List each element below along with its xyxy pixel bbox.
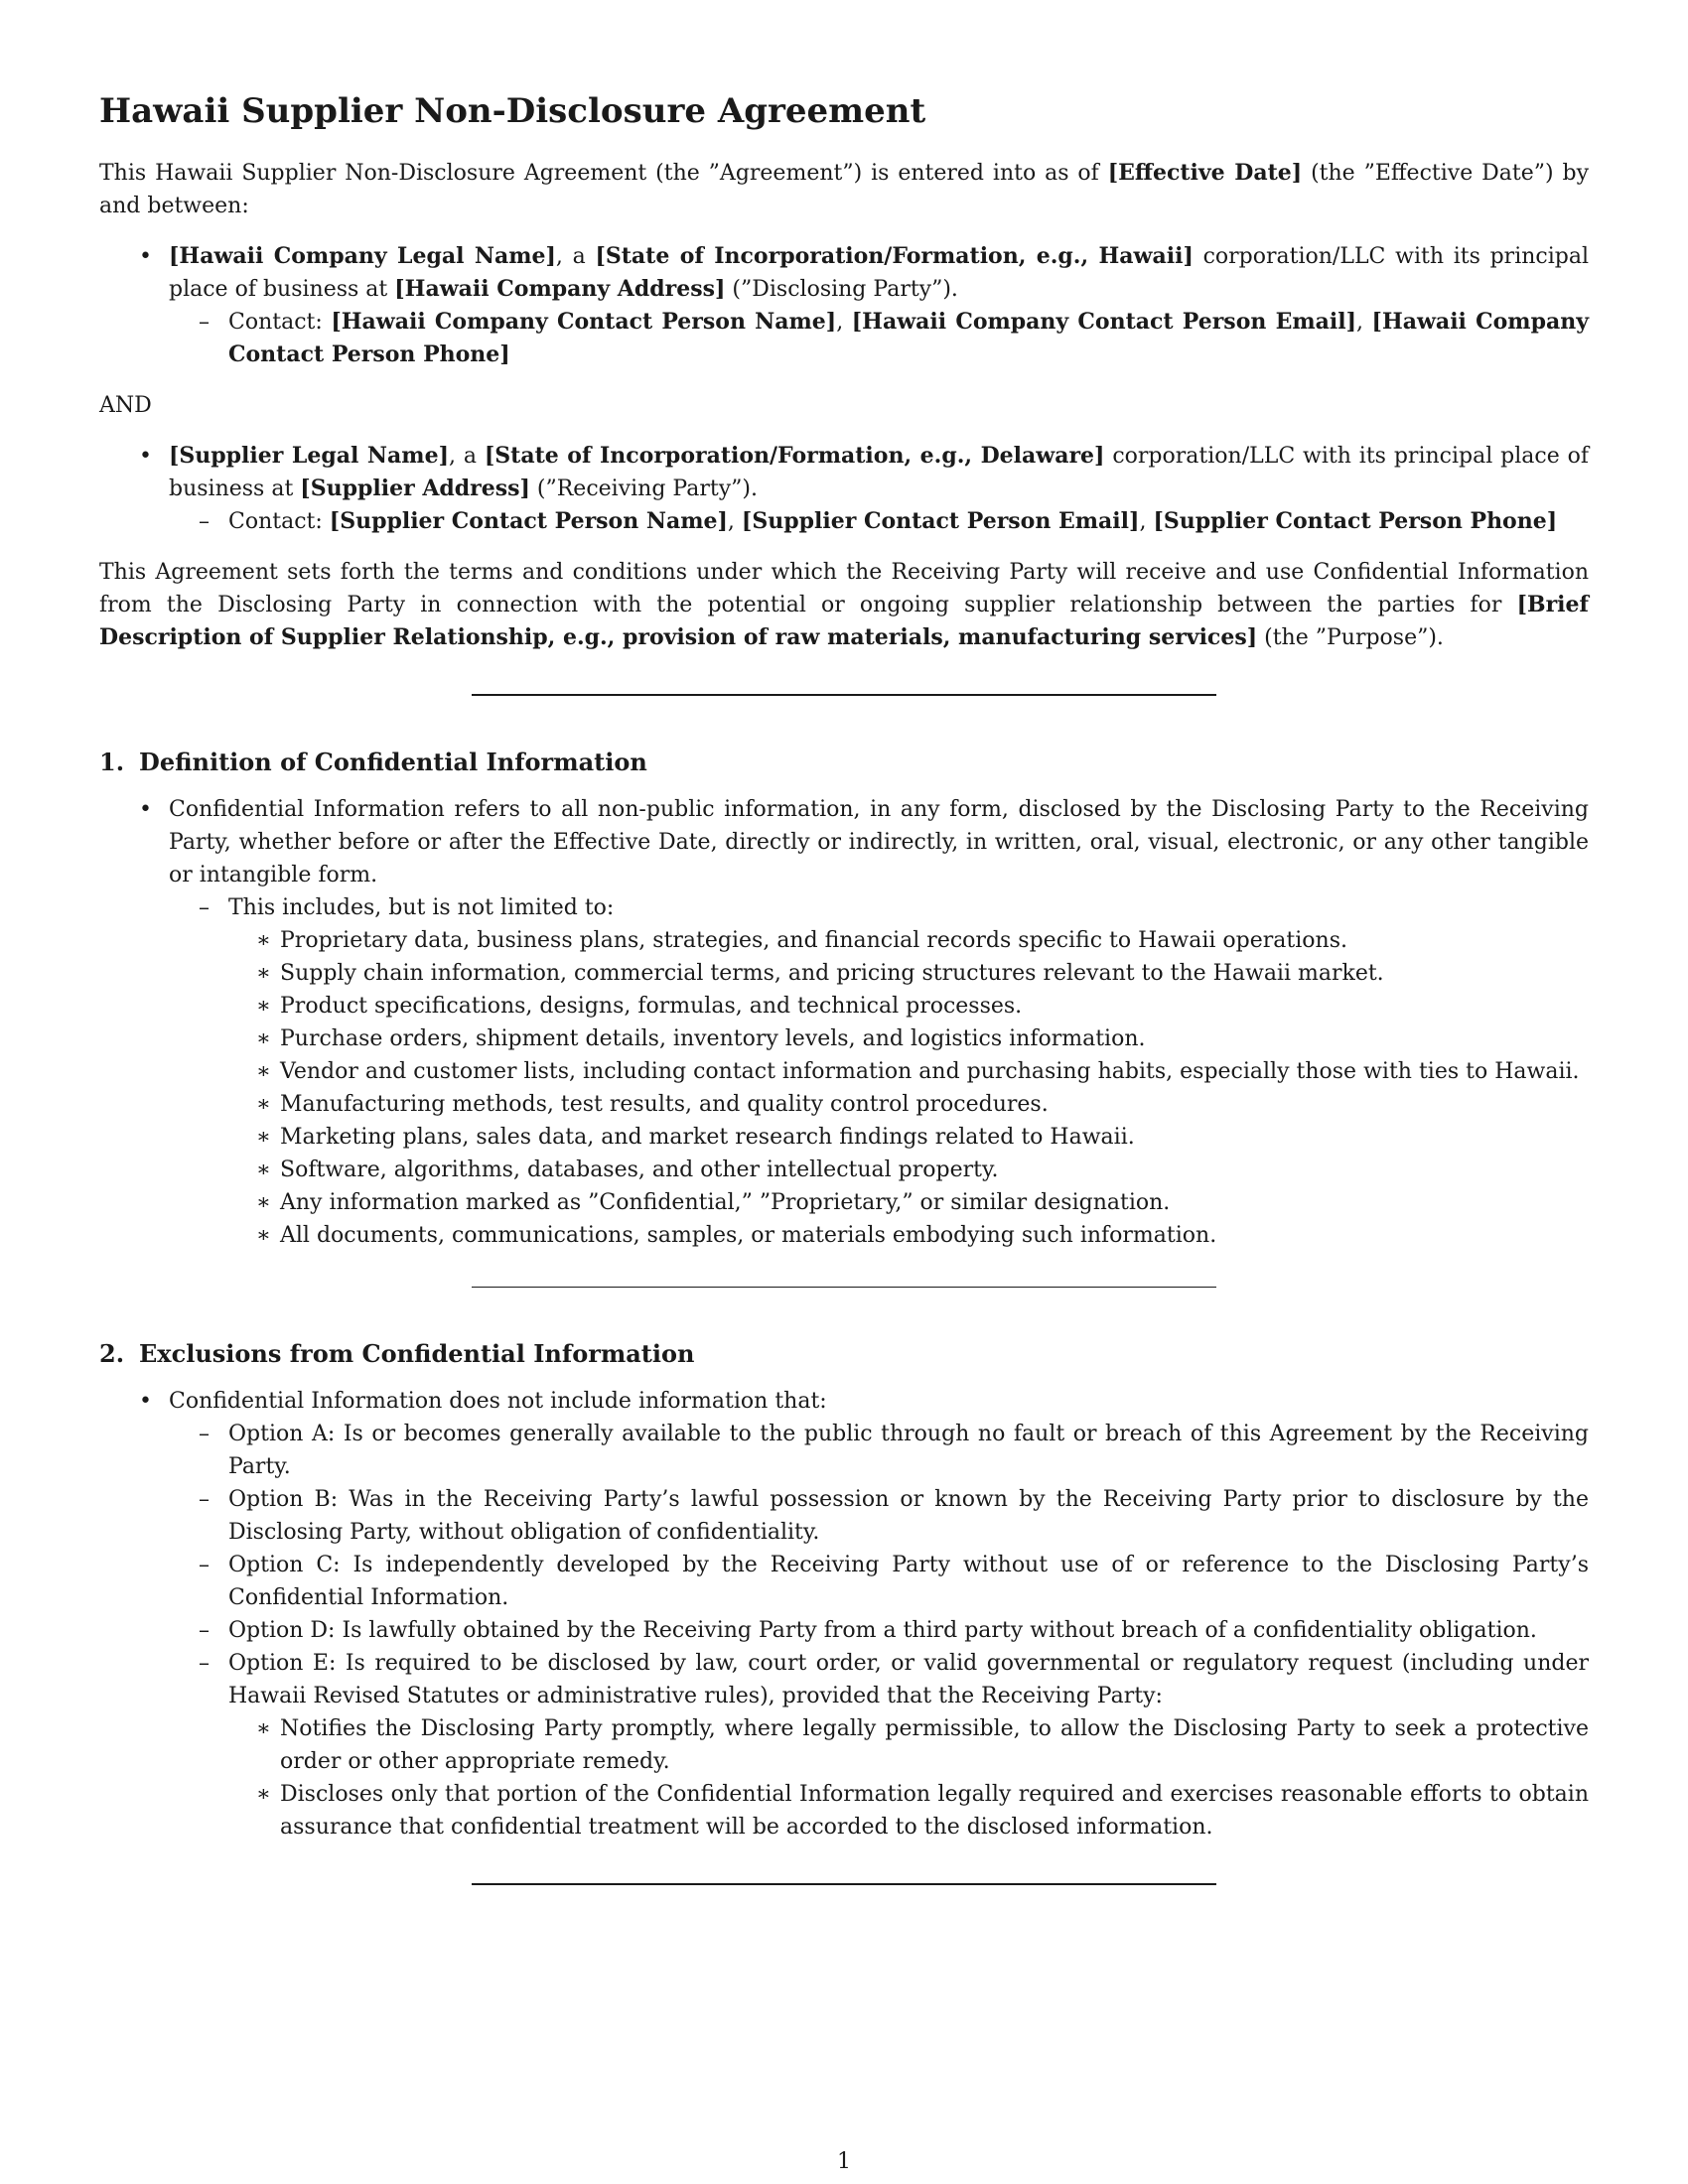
- list-item: ∗ Notifies the Disclosing Party promptly, where legally permissible, to allow the Disclosing Party to seek a protective order or other appropriate remedy.: [228, 1712, 1589, 1778]
- list-item: ∗ Any information marked as ”Confidential,” ”Proprietary,” or similar designation.: [228, 1186, 1589, 1219]
- document-title: Hawaii Supplier Non-Disclosure Agreement: [99, 91, 926, 131]
- party1-legal-name: [Hawaii Company Legal Name]: [169, 243, 556, 269]
- section1-includes: – This includes, but is not limited to: ∗ Proprietary data, business plans, strategies, and financial records specific to Hawaii operations. ∗ Supply chain information, commercial terms, and pricing structures relevant to the Hawaii market. ∗ Product specifications, designs, formulas, and technical processes. ∗ Purchase orders, shipment details, inventory levels, and logistics information. ∗ Vendor and customer lists, including contact information and purchasing habits, especially those with ties to Hawaii. ∗ Manufacturing methods, test results, and quality control procedures. ∗ Marketing plans, sales data, and market research findings related to Hawaii. ∗ Software, algorithms, databases, and other intellectual property. ∗ Any information marked as ”Confidential,” ”Proprietary,” or similar designation. ∗ All documents, communications, samples, or materials embodying such information.: [169, 891, 1589, 1252]
- list-item: ∗ Discloses only that portion of the Confidential Information legally required and exercises reasonable efforts to obtain assurance that confidential treatment will be accorded to the disclosed information.: [228, 1778, 1589, 1843]
- list-item: ∗ Manufacturing methods, test results, and quality control procedures.: [228, 1088, 1589, 1121]
- list-item: ∗ Purchase orders, shipment details, inventory levels, and logistics information.: [228, 1023, 1589, 1055]
- page-number: 1: [837, 2149, 851, 2174]
- party2-contact-email: [Supplier Contact Person Email]: [741, 508, 1140, 534]
- party1-contact-name: [Hawaii Company Contact Person Name]: [331, 309, 837, 335]
- list-item: – Option A: Is or becomes generally available to the public through no fault or breach of this Agreement by the Receiving Party.: [169, 1418, 1589, 1483]
- party1-contact-list: [169, 306, 1589, 371]
- party2-contact-list: [169, 505, 1589, 538]
- party2-address: [Supplier Address]: [300, 476, 530, 501]
- party1-contact-phone: [Hawaii Company Contact Person Phone]: [228, 309, 1589, 367]
- effective-date-placeholder: [Effective Date]: [1107, 160, 1303, 186]
- section-divider: [472, 1883, 1216, 1885]
- list-item: ∗ Proprietary data, business plans, strategies, and financial records specific to Hawaii operations.: [228, 924, 1589, 957]
- list-item: – Option E: Is required to be disclosed by law, court order, or valid governmental or regulatory request (including under Hawaii Revised Statutes or administrative rules), provided that the Receiving Party: ∗ Notifies the Disclosing Party promptly, where legally permissible, to allow the Disclosing Party to seek a protective order or other appropriate remedy. ∗ Discloses only that portion of the Confidential Information legally required and exercises reasonable efforts to obtain assurance that confidential treatment will be accorded to the disclosed information.: [169, 1647, 1589, 1843]
- list-item: – Option B: Was in the Receiving Party’s lawful possession or known by the Receiving Party prior to disclosure by the Disclosing Party, without obligation of confidentiality.: [169, 1483, 1589, 1549]
- party2-contact-phone: [Supplier Contact Person Phone]: [1153, 508, 1558, 534]
- intro-paragraph: This Hawaii Supplier Non-Disclosure Agreement (the ”Agreement”) is entered into as of [Effective Date] (the ”Effective Date”) by and between:: [99, 160, 1590, 218]
- party2-legal-name: [Supplier Legal Name]: [169, 443, 449, 469]
- list-item: ∗ All documents, communications, samples, or materials embodying such information.: [228, 1219, 1589, 1252]
- party2-contact: – Contact: [Supplier Contact Person Name], [Supplier Contact Person Email], [Supplier Contact Person Phone]: [169, 505, 1589, 538]
- list-item: ∗ Supply chain information, commercial terms, and pricing structures relevant to the Hawaii market.: [228, 957, 1589, 990]
- party2-item: • [Supplier Legal Name], a [State of Incorporation/Formation, e.g., Delaware] corporation/LLC with its principal place of business at [Supplier Address] (”Receiving Party”). – Contact: [Supplier Contact Person Name], [Supplier Contact Person Email], [Supplier Contact Person Phone]: [99, 440, 1589, 538]
- section-divider: [472, 694, 1216, 696]
- party1-list: [99, 240, 1589, 371]
- section2-list: [99, 1385, 1589, 1843]
- party1-item: • [Hawaii Company Legal Name], a [State of Incorporation/Formation, e.g., Hawaii] corporation/LLC with its principal place of business at [Hawaii Company Address] (”Disclosing Party”). – Contact: [Hawaii Company Contact Person Name], [Hawaii Company Contact Person Email], [Hawaii Company Contact Person Phone]: [99, 240, 1589, 371]
- list-item: ∗ Vendor and customer lists, including contact information and purchasing habits, especially those with ties to Hawaii.: [228, 1055, 1589, 1088]
- party2-state: [State of Incorporation/Formation, e.g., Delaware]: [484, 443, 1105, 469]
- party1-contact-email: [Hawaii Company Contact Person Email]: [851, 309, 1356, 335]
- list-item: ∗ Product specifications, designs, formulas, and technical processes.: [228, 990, 1589, 1023]
- list-item: ∗ Software, algorithms, databases, and other intellectual property.: [228, 1154, 1589, 1186]
- section1-heading: 1. Definition of Confidential Information: [99, 748, 647, 776]
- list-item: – Option D: Is lawfully obtained by the Receiving Party from a third party without breach of a confidentiality obligation.: [169, 1614, 1589, 1647]
- party2-contact-name: [Supplier Contact Person Name]: [329, 508, 728, 534]
- section2-sub-items: [228, 1712, 1589, 1843]
- section1-includes-list: [169, 891, 1589, 1252]
- section1-list: [99, 793, 1589, 1252]
- list-item: – Option C: Is independently developed by the Receiving Party without use of or reference to the Disclosing Party’s Confidential Information.: [169, 1549, 1589, 1614]
- and-separator: AND: [99, 393, 152, 418]
- section2-lead: • Confidential Information does not include information that: – Option A: Is or becomes generally available to the public through no fault or breach of this Agreement by the Receiving Party. – Option B: Was in the Receiving Party’s lawful possession or known by the Receiving Party prior to disclosure by the Disclosing Party, without obligation of confidentiality. – Option C: Is independently developed by the Receiving Party without use of or reference to the Disclosing Party’s Confidential Information. – Option D: Is lawfully obtained by the Receiving Party from a third party without breach of a confidentiality obligation. – Option E: Is required to be disclosed by law, court order, or valid governmental or regulatory request (including under Hawaii Revised Statutes or administrative rules), provided that the Receiving Party: ∗ Notifies the Disclosing Party promptly, where legally permissible, to allow the Disclosing Party to seek a protective order or other appropriate remedy. ∗ Discloses only that portion of the Confidential Information legally required and exercises reasonable efforts to obtain assurance that confidential treatment will be accorded to the disclosed information.: [99, 1385, 1589, 1843]
- party2-list: [99, 440, 1589, 538]
- purpose-paragraph: This Agreement sets forth the terms and conditions under which the Receiving Party will receive and use Confidential Information from the Disclosing Party in connection with the potential or ongoing supplier relationship between the parties for [Brief Description of Supplier Relationship, e.g., provision of raw materials, manufacturing services] (the ”Purpose”).: [99, 560, 1589, 650]
- party1-state: [State of Incorporation/Formation, e.g., Hawaii]: [595, 243, 1194, 269]
- party1-address: [Hawaii Company Address]: [394, 276, 726, 302]
- list-item: ∗ Marketing plans, sales data, and market research findings related to Hawaii.: [228, 1121, 1589, 1154]
- purpose-description-placeholder: [Brief Description of Supplier Relationship, e.g., provision of raw materials, manufacturing services]: [99, 592, 1589, 650]
- section1-definition: • Confidential Information refers to all non-public information, in any form, disclosed by the Disclosing Party to the Receiving Party, whether before or after the Effective Date, directly or indirectly, in written, oral, visual, electronic, or any other tangible or intangible form. – This includes, but is not limited to: ∗ Proprietary data, business plans, strategies, and financial records specific to Hawaii operations. ∗ Supply chain information, commercial terms, and pricing structures relevant to the Hawaii market. ∗ Product specifications, designs, formulas, and technical processes. ∗ Purchase orders, shipment details, inventory levels, and logistics information. ∗ Vendor and customer lists, including contact information and purchasing habits, especially those with ties to Hawaii. ∗ Manufacturing methods, test results, and quality control procedures. ∗ Marketing plans, sales data, and market research findings related to Hawaii. ∗ Software, algorithms, databases, and other intellectual property. ∗ Any information marked as ”Confidential,” ”Proprietary,” or similar designation. ∗ All documents, communications, samples, or materials embodying such information.: [99, 793, 1589, 1252]
- section1-items: [228, 924, 1589, 1252]
- party1-contact: – Contact: [Hawaii Company Contact Person Name], [Hawaii Company Contact Person Email], [Hawaii Company Contact Person Phone]: [169, 306, 1589, 371]
- section2-heading: 2. Exclusions from Confidential Information: [99, 1339, 695, 1368]
- section-divider: [472, 1287, 1216, 1288]
- section2-options: [169, 1418, 1589, 1843]
